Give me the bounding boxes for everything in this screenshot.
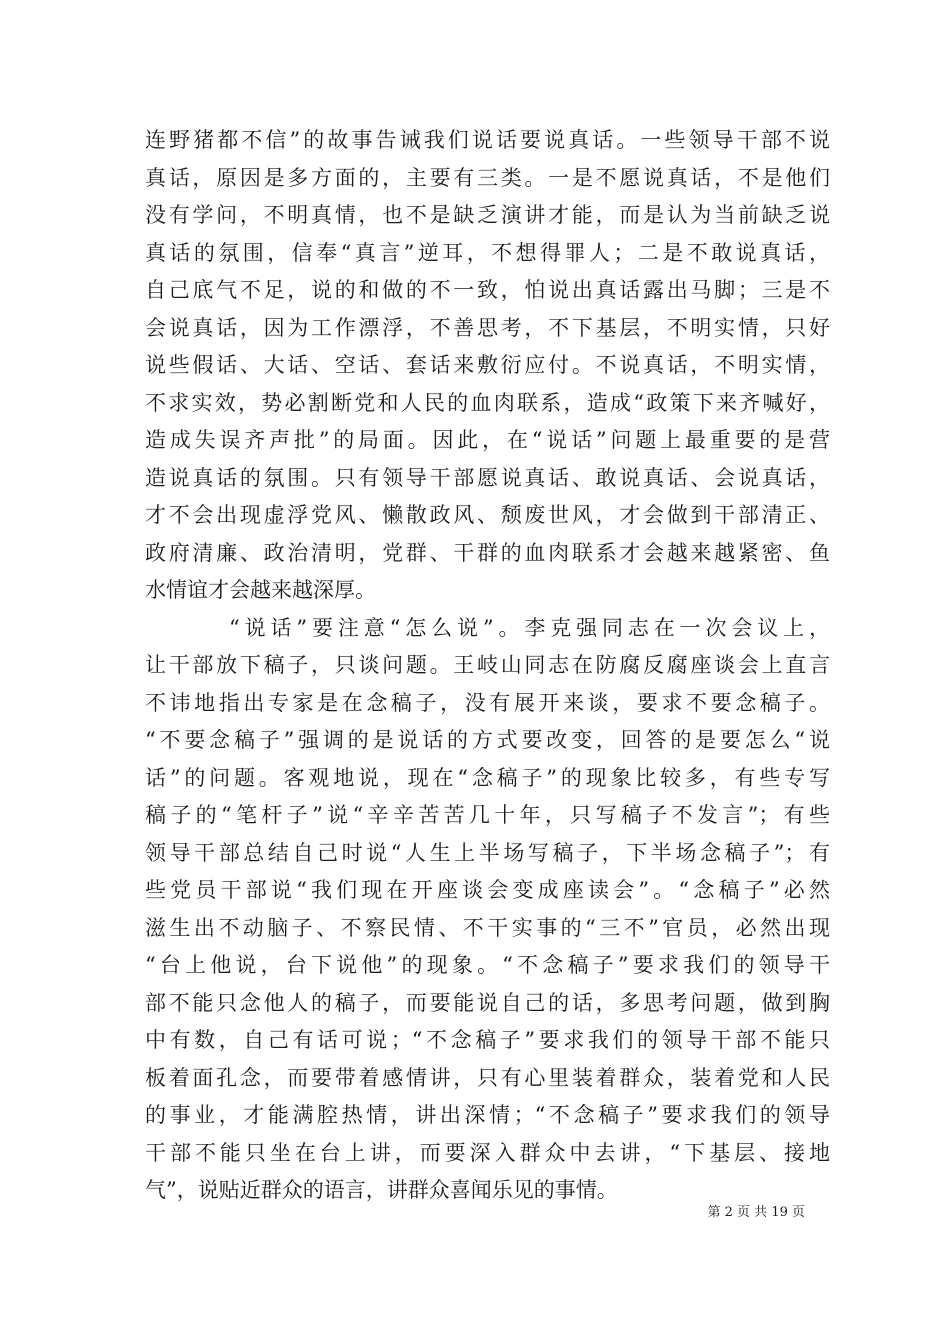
text-line: 自己底气不足，说的和做的不一致，怕说出真话露出马脚；三是不 xyxy=(145,278,830,302)
text-line: 连野猪都不信”的故事告诫我们说话要说真话。一些领导干部不说 xyxy=(145,128,830,152)
text-line: 板着面孔念，而要带着感情讲，只有心里装着群众，装着党和人民 xyxy=(145,1065,830,1090)
body-text xyxy=(145,122,830,1210)
paragraph-start-line: “说话”要注意“怎么说”。李克强同志在一次会议上， xyxy=(229,615,830,640)
text-line: 造说真话的氛围。只有领导干部愿说真话、敢说真话、会说真话， xyxy=(145,465,830,490)
text-line: 真话的氛围，信奉“真言”逆耳，不想得罪人；二是不敢说真话， xyxy=(145,240,830,265)
text-line: 中有数，自己有话可说；“不念稿子”要求我们的领导干部不能只 xyxy=(145,1028,830,1052)
paragraph-end-line: 水情谊才会越来越深厚。 xyxy=(145,578,376,602)
text-line: 造成失误齐声批”的局面。因此，在“说话”问题上最重要的是营 xyxy=(145,428,830,452)
text-line: 领导干部总结自己时说“人生上半场写稿子，下半场念稿子”；有 xyxy=(145,840,830,865)
text-line: 的事业，才能满腔热情，讲出深情；“不念稿子”要求我们的领导 xyxy=(145,1103,830,1127)
text-line: 不讳地指出专家是在念稿子，没有展开来谈，要求不要念稿子。 xyxy=(145,690,830,715)
text-line: 让干部放下稿子，只谈问题。王岐山同志在防腐反腐座谈会上直言 xyxy=(145,653,830,677)
text-line: “台上他说，台下说他”的现象。“不念稿子”要求我们的领导干 xyxy=(145,953,830,977)
page-number-footer: 第 2 页 共 19 页 xyxy=(707,1205,805,1220)
text-line: 会说真话，因为工作漂浮，不善思考，不下基层，不明实情，只好 xyxy=(145,315,830,340)
text-line: 说些假话、大话、空话、套话来敷衍应付。不说真话，不明实情， xyxy=(145,353,830,377)
text-line: 干部不能只坐在台上讲，而要深入群众中去讲，“下基层、接地 xyxy=(145,1140,830,1165)
text-line: 些党员干部说“我们现在开座谈会变成座读会”。“念稿子”必然 xyxy=(145,878,830,902)
text-line: “不要念稿子”强调的是说话的方式要改变，回答的是要怎么“说 xyxy=(145,728,830,752)
text-line: 滋生出不动脑子、不察民情、不干实事的“三不”官员，必然出现 xyxy=(145,915,830,940)
text-line: 政府清廉、政治清明，党群、干群的血肉联系才会越来越紧密、鱼 xyxy=(145,540,830,565)
paragraph-end-line: 气”，说贴近群众的语言，讲群众喜闻乐见的事情。 xyxy=(145,1178,618,1202)
text-line: 没有学问，不明真情，也不是缺乏演讲才能，而是认为当前缺乏说 xyxy=(145,203,830,227)
text-line: 话”的问题。客观地说，现在“念稿子”的现象比较多，有些专写 xyxy=(145,765,830,790)
text-line: 真话，原因是多方面的，主要有三类。一是不愿说真话，不是他们 xyxy=(145,165,830,190)
text-line: 不求实效，势必割断党和人民的血肉联系，造成“政策下来齐喊好， xyxy=(145,390,830,415)
text-line: 才不会出现虚浮党风、懒散政风、颓废世风，才会做到干部清正、 xyxy=(145,503,830,527)
text-line: 部不能只念他人的稿子，而要能说自己的话，多思考问题，做到胸 xyxy=(145,990,830,1015)
text-line: 稿子的“笔杆子”说“辛辛苦苦几十年，只写稿子不发言”；有些 xyxy=(145,803,830,827)
